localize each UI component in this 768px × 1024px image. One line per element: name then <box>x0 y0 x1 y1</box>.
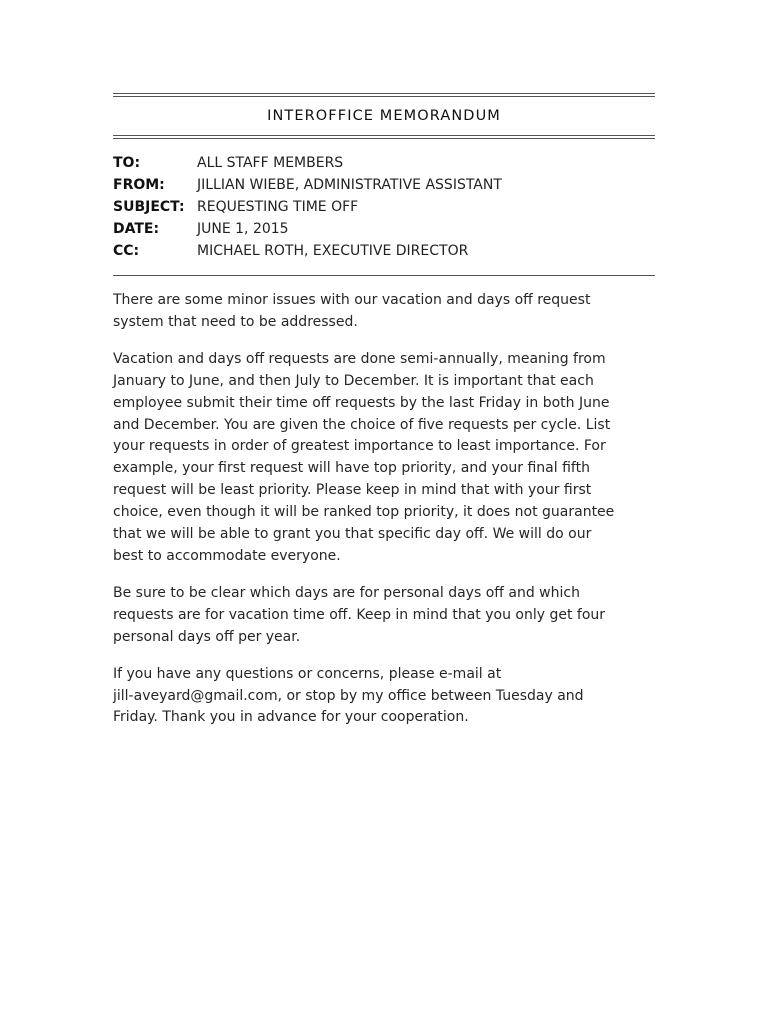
text-line: personal days off per year. <box>113 628 301 645</box>
memo-body <box>113 290 655 729</box>
title-band <box>113 97 655 135</box>
memo-header-fields <box>113 152 655 262</box>
text-line: that we will be able to grant you that specific day off. We will do our <box>113 526 592 543</box>
text-line: Vacation and days off requests are done semi-annually, meaning from <box>113 350 606 367</box>
text-line: If you have any questions or concerns, please e-mail at <box>113 665 502 682</box>
memo-title: INTEROFFICE MEMORANDUM <box>267 108 501 124</box>
memo-document <box>113 93 655 744</box>
field-from <box>113 174 655 196</box>
body-paragraph <box>113 290 655 334</box>
field-subject <box>113 196 655 218</box>
text-line: Friday. Thank you in advance for your cooperation. <box>113 709 469 726</box>
body-paragraph <box>113 664 655 730</box>
text-line: system that need to be addressed. <box>113 313 358 330</box>
text-line: your requests in order of greatest importance to least importance. For <box>113 438 606 455</box>
field-label-date: DATE: <box>113 221 160 237</box>
title-bottom-double-rule <box>113 135 655 139</box>
text-line: example, your first request will have top priority, and your final fifth <box>113 460 590 477</box>
text-line: Be sure to be clear which days are for personal days off and which <box>113 584 580 601</box>
text-line: request will be least priority. Please keep in mind that with your first <box>113 482 592 499</box>
text-line: January to June, and then July to December. It is important that each <box>113 372 594 389</box>
body-paragraph <box>113 583 655 649</box>
text-line: jill-aveyard@gmail.com, or stop by my office between Tuesday and <box>113 687 584 704</box>
text-line: and December. You are given the choice of five requests per cycle. List <box>113 416 611 433</box>
field-to <box>113 152 655 174</box>
field-cc <box>113 240 655 262</box>
field-label-from: FROM: <box>113 177 165 193</box>
header-divider <box>113 275 655 276</box>
field-value-from: JILLIAN WIEBE, ADMINISTRATIVE ASSISTANT <box>197 177 502 193</box>
text-line: best to accommodate everyone. <box>113 547 341 564</box>
body-paragraph <box>113 349 655 568</box>
text-line: choice, even though it will be ranked top priority, it does not guarantee <box>113 504 615 521</box>
field-value-subject: REQUESTING TIME OFF <box>197 199 359 215</box>
text-line: There are some minor issues with our vacation and days off request <box>113 292 591 308</box>
text-line: employee submit their time off requests by the last Friday in both June <box>113 394 610 411</box>
field-value-to: ALL STAFF MEMBERS <box>197 155 344 171</box>
field-label-to: TO: <box>113 155 141 171</box>
field-value-cc: MICHAEL ROTH, EXECUTIVE DIRECTOR <box>197 243 469 259</box>
text-line: requests are for vacation time off. Keep in mind that you only get four <box>113 606 606 623</box>
field-label-subject: SUBJECT: <box>113 199 185 215</box>
field-value-date: JUNE 1, 2015 <box>197 221 289 237</box>
field-date <box>113 218 655 240</box>
field-label-cc: CC: <box>113 243 140 259</box>
